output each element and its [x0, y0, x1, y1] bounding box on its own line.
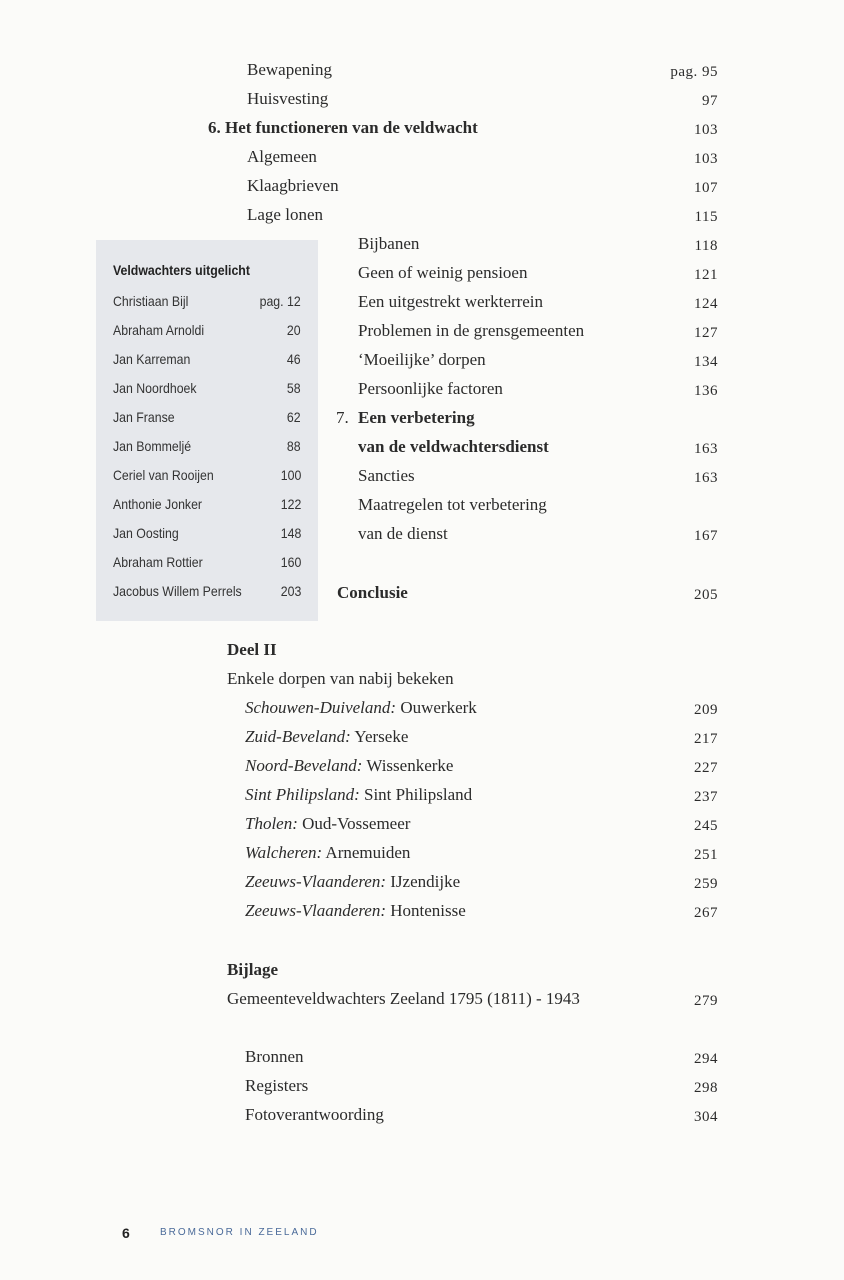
- backmatter-bronnen: Bronnen: [245, 1047, 304, 1066]
- toc-entry-werkterrein: Een uitgestrekt werkterrein: [358, 292, 544, 311]
- sidebox-page: pag. 12: [259, 293, 301, 309]
- sidebox-page: 160: [280, 554, 301, 570]
- toc-entry-lage-lonen: Lage lonen: [247, 205, 323, 224]
- region: Tholen:: [245, 814, 298, 833]
- toc-page: 103: [694, 151, 718, 167]
- sidebox-name: Anthonie Jonker: [113, 496, 203, 512]
- village: Wissenkerke: [366, 756, 454, 775]
- sidebox-name: Abraham Rottier: [113, 554, 203, 570]
- sidebox-name: Jan Bommeljé: [113, 438, 192, 454]
- toc-page: 304: [694, 1109, 718, 1125]
- region: Zuid-Beveland:: [245, 727, 351, 746]
- toc-page: pag. 95: [670, 64, 718, 80]
- toc-page: 279: [694, 993, 718, 1009]
- sidebox-name: Jan Franse: [113, 409, 175, 425]
- toc-entry-klaagbrieven: Klaagbrieven: [247, 176, 339, 195]
- sidebox-name: Jan Oosting: [113, 525, 179, 541]
- sidebox-page: 122: [280, 496, 301, 512]
- village: Arnemuiden: [325, 843, 411, 862]
- sidebox-name: Jan Noordhoek: [113, 380, 197, 396]
- toc-page: 134: [694, 354, 718, 370]
- sidebox-page: 148: [280, 525, 301, 541]
- toc-page: 121: [694, 267, 718, 283]
- deel2-entry: [245, 900, 466, 922]
- toc-page: 163: [694, 470, 718, 486]
- region: Zeeuws-Vlaanderen:: [245, 901, 387, 920]
- toc-chapter-7-line1: Een verbetering: [358, 408, 475, 427]
- sidebox-page: 20: [287, 322, 301, 338]
- toc-page: 267: [694, 905, 718, 921]
- deel2-entry: [245, 726, 408, 748]
- toc-entry-grensgemeenten: Problemen in de grensgemeenten: [358, 321, 585, 340]
- region: Schouwen-Duiveland:: [245, 698, 397, 717]
- toc-page: 136: [694, 383, 718, 399]
- toc-entry-bewapening: Bewapening: [247, 60, 332, 79]
- sidebox-title: Veldwachters uitgelicht: [113, 262, 250, 278]
- toc-entry-algemeen: Algemeen: [247, 147, 317, 166]
- toc-chapter-7-number: 7.: [336, 408, 349, 427]
- village: Oud-Vossemeer: [302, 814, 411, 833]
- toc-page: 294: [694, 1051, 718, 1067]
- village: Hontenisse: [390, 901, 466, 920]
- sidebox-page: 62: [287, 409, 301, 425]
- toc-page: 205: [694, 587, 718, 603]
- village: Sint Philipsland: [364, 785, 473, 804]
- toc-page: 97: [702, 93, 718, 109]
- toc-entry-bijbanen: Bijbanen: [358, 234, 420, 253]
- toc-chapter-7-line2: van de veldwachtersdienst: [358, 437, 549, 456]
- bijlage-heading: Bijlage: [227, 960, 278, 979]
- deel2-heading: Deel II: [227, 640, 277, 659]
- toc-page: 251: [694, 847, 718, 863]
- toc-entry-moeilijke-dorpen: ‘Moeilijke’ dorpen: [358, 350, 486, 369]
- toc-page: 163: [694, 441, 718, 457]
- sidebox-name: Jacobus Willem Perrels: [113, 583, 242, 599]
- toc-page: 103: [694, 122, 718, 138]
- sidebox-page: 100: [280, 467, 301, 483]
- region: Zeeuws-Vlaanderen:: [245, 872, 387, 891]
- toc-page: 298: [694, 1080, 718, 1096]
- deel2-entry: [245, 871, 460, 893]
- deel2-entry: [245, 813, 410, 835]
- deel2-entry: [245, 842, 410, 864]
- sidebox-page: 46: [287, 351, 301, 367]
- sidebox-name: Abraham Arnoldi: [113, 322, 205, 338]
- deel2-entry: [245, 697, 477, 719]
- deel2-entry: [245, 784, 472, 806]
- deel2-entry: [245, 755, 453, 777]
- sidebox-name: Jan Karreman: [113, 351, 191, 367]
- region: Walcheren:: [245, 843, 323, 862]
- region: Noord-Beveland:: [245, 756, 363, 775]
- village: Ouwerkerk: [400, 698, 477, 717]
- sidebox-name: Christiaan Bijl: [113, 293, 189, 309]
- toc-page: 115: [694, 209, 718, 225]
- sidebox-page: 88: [287, 438, 301, 454]
- toc-entry-huisvesting: Huisvesting: [247, 89, 329, 108]
- toc-conclusie: Conclusie: [337, 583, 408, 602]
- toc-entry-persoonlijke-factoren: Persoonlijke factoren: [358, 379, 503, 398]
- village: IJzendijke: [390, 872, 461, 891]
- toc-entry-maatregelen-line2: van de dienst: [358, 524, 448, 543]
- region: Sint Philipsland:: [245, 785, 360, 804]
- toc-page: 227: [694, 760, 718, 776]
- toc-page: 127: [694, 325, 718, 341]
- toc-page: 118: [694, 238, 718, 254]
- bijlage-title: Gemeenteveldwachters Zeeland 1795 (1811) - 1943: [227, 989, 580, 1008]
- toc-page: 167: [694, 528, 718, 544]
- toc-page: 209: [694, 702, 718, 718]
- toc-entry-sancties: Sancties: [358, 466, 415, 485]
- toc-page: 259: [694, 876, 718, 892]
- footer-book-title: BROMSNOR IN ZEELAND: [160, 1227, 319, 1238]
- sidebox-page: 203: [280, 583, 301, 599]
- toc-chapter-6: 6. Het functioneren van de veldwacht: [208, 118, 478, 137]
- backmatter-fotoverantwoording: Fotoverantwoording: [245, 1105, 384, 1124]
- toc-page: 107: [694, 180, 718, 196]
- toc-entry-pensioen: Geen of weinig pensioen: [358, 263, 528, 282]
- veldwachters-sidebox: [96, 240, 318, 621]
- toc-page: 245: [694, 818, 718, 834]
- toc-page: 124: [694, 296, 718, 312]
- backmatter-registers: Registers: [245, 1076, 309, 1095]
- sidebox-name: Ceriel van Rooijen: [113, 467, 214, 483]
- footer-page-number: 6: [122, 1225, 130, 1241]
- village: Yerseke: [354, 727, 409, 746]
- deel2-subheading: Enkele dorpen van nabij bekeken: [227, 669, 454, 688]
- sidebox-page: 58: [287, 380, 301, 396]
- toc-page: 217: [694, 731, 718, 747]
- toc-entry-maatregelen-line1: Maatregelen tot verbetering: [358, 495, 547, 514]
- toc-page: 237: [694, 789, 718, 805]
